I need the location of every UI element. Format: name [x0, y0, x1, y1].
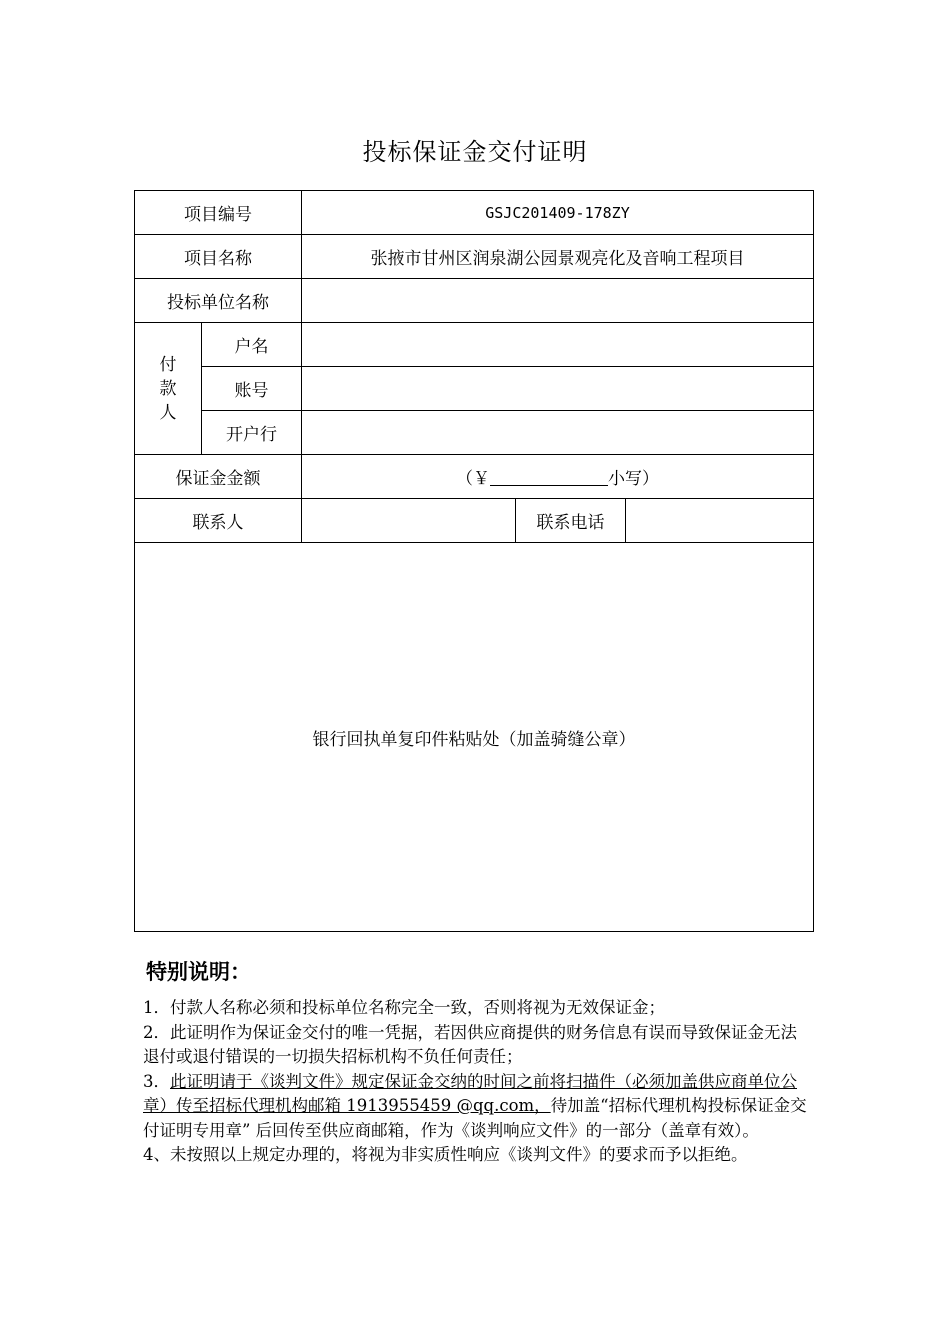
note-item-3-underlined: 此证明请于《谈判文件》规定保证金交纳的时间之前将扫描件（必须加盖供应商单位公章）传至招标代理机构邮箱 1913955459 @qq.com， — [143, 1071, 797, 1115]
bidder-name-field[interactable] — [302, 279, 814, 323]
contact-label: 联系人 — [135, 499, 302, 543]
bank-label: 开户行 — [202, 411, 302, 455]
row-contact — [135, 499, 814, 543]
note-item-3-number: 3． — [143, 1071, 170, 1091]
amount-blank-line[interactable] — [490, 467, 608, 486]
note-item-3-rest: 待加盖“招标代理机构投标保证金交付证明专用章” 后回传至供应商邮箱，作为《谈判响应文件》的一部分（盖章有效）。 — [143, 1096, 807, 1140]
account-no-label: 账号 — [202, 367, 302, 411]
payer-char: 人 — [159, 402, 177, 423]
deposit-amount-label: 保证金金额 — [135, 455, 302, 499]
bank-field[interactable] — [302, 411, 814, 455]
note-item-4: 4、未按照以上规定办理的，将视为非实质性响应《谈判文件》的要求而予以拒绝。 — [143, 1145, 748, 1164]
deposit-amount-field[interactable] — [302, 455, 814, 499]
amount-suffix: 小写） — [608, 469, 659, 489]
receipt-paste-area — [135, 543, 814, 932]
row-bank — [135, 411, 814, 455]
note-item-2: 2．此证明作为保证金交付的唯一凭据，若因供应商提供的财务信息有误而导致保证金无法退付或退付错误的一切损失招标机构不负任何责任； — [143, 1022, 797, 1066]
receipt-paste-text: 银行回执单复印件粘贴处（加盖骑缝公章） — [312, 729, 636, 750]
contact-field[interactable] — [302, 499, 516, 543]
note-item-1: 1．付款人名称必须和投标单位名称完全一致，否则将视为无效保证金； — [143, 998, 665, 1017]
row-project-no — [135, 191, 814, 235]
amount-prefix: （￥ — [456, 469, 490, 489]
notes-heading: 特别说明： — [146, 960, 251, 984]
phone-label: 联系电话 — [516, 499, 626, 543]
payer-char: 付 — [159, 354, 177, 375]
row-bidder-name — [135, 279, 814, 323]
deposit-form-table — [134, 190, 814, 932]
project-no-value: GSJC201409-178ZY — [302, 191, 814, 235]
row-account-no — [135, 367, 814, 411]
row-project-name — [135, 235, 814, 279]
notes-list — [143, 996, 811, 1168]
row-account-name — [135, 323, 814, 367]
account-name-label: 户名 — [202, 323, 302, 367]
page-title: 投标保证金交付证明 — [362, 138, 588, 166]
row-receipt — [135, 543, 814, 932]
account-name-field[interactable] — [302, 323, 814, 367]
project-no-label: 项目编号 — [135, 191, 302, 235]
row-deposit-amount — [135, 455, 814, 499]
project-name-label: 项目名称 — [135, 235, 302, 279]
account-no-field[interactable] — [302, 367, 814, 411]
payer-char: 款 — [159, 378, 177, 399]
project-name-value: 张掖市甘州区润泉湖公园景观亮化及音响工程项目 — [302, 235, 814, 279]
note-item-3 — [143, 1070, 811, 1144]
payer-label — [135, 323, 202, 455]
bidder-name-label: 投标单位名称 — [135, 279, 302, 323]
phone-field[interactable] — [626, 499, 814, 543]
